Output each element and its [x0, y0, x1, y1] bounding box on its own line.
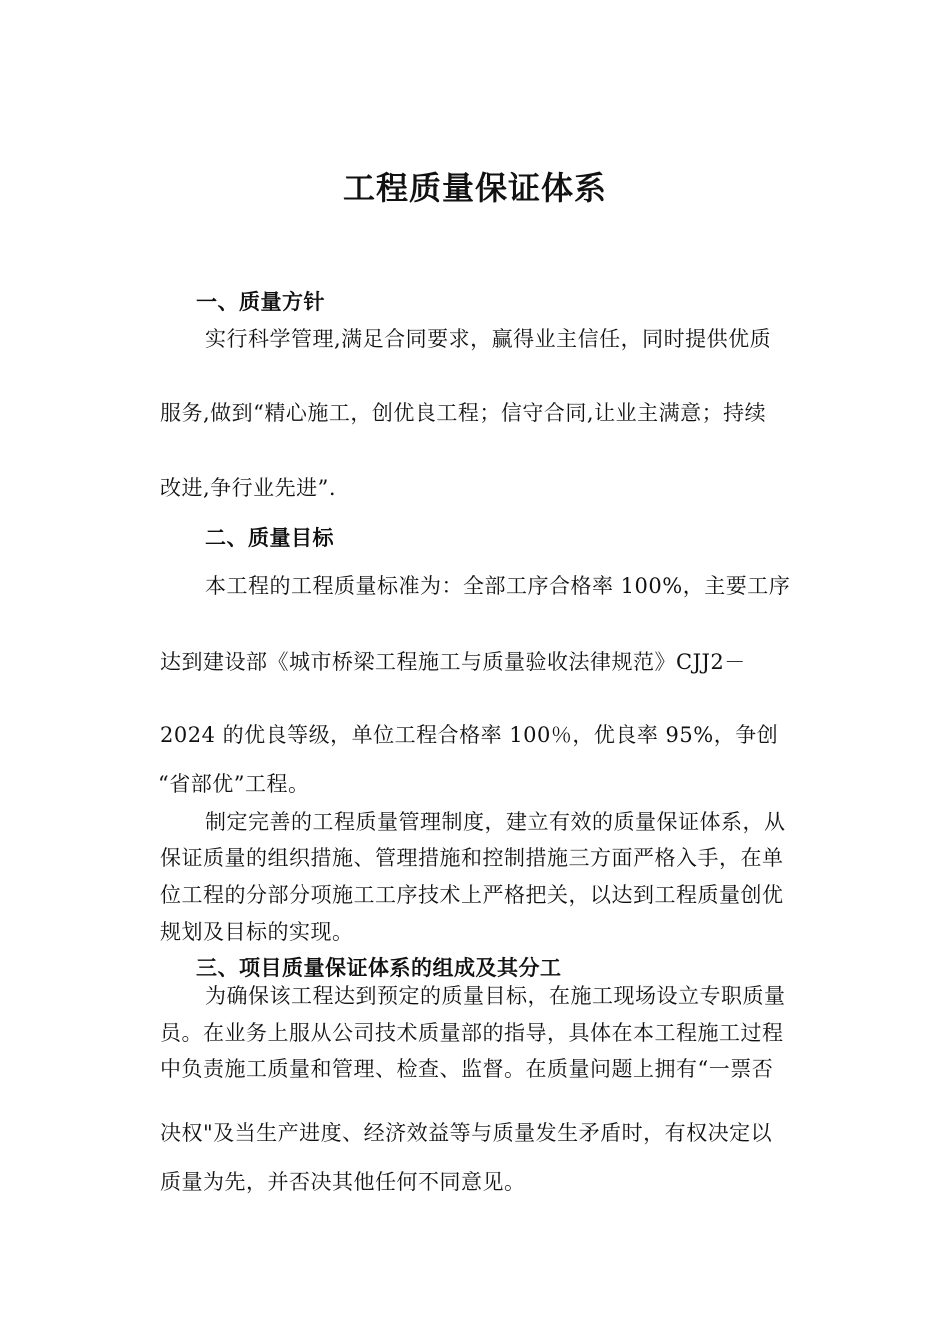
paragraph-line: 2024 的优良等级，单位工程合格率 100％，优良率 95%，争创 — [160, 723, 779, 747]
section-heading-2: 二、质量目标 — [205, 525, 334, 550]
paragraph-line: 员。在业务上服从公司技术质量部的指导，具体在本工程施工过程 — [160, 1021, 784, 1045]
paragraph-line: 保证质量的组织措施、管理措施和控制措施三方面严格入手，在单 — [160, 846, 784, 870]
paragraph-line: 服务,做到“精心施工，创优良工程；信守合同,让业主满意；持续 — [160, 401, 767, 425]
paragraph-line: 实行科学管理,满足合同要求，赢得业主信任，同时提供优质 — [205, 327, 772, 351]
section-heading-1: 一、质量方针 — [196, 289, 325, 314]
paragraph-line: 规划及目标的实现。 — [160, 920, 354, 944]
paragraph-line: “省部优”工程。 — [158, 772, 310, 796]
paragraph-line: 决权"及当生产进度、经济效益等与质量发生矛盾时，有权决定以 — [160, 1121, 773, 1145]
paragraph-line: 质量为先，并否决其他任何不同意见。 — [160, 1170, 526, 1194]
paragraph-line: 位工程的分部分项施工工序技术上严格把关，以达到工程质量创优 — [160, 883, 784, 907]
paragraph-line: 改进,争行业先进”. — [160, 476, 337, 500]
section-heading-3: 三、项目质量保证体系的组成及其分工 — [196, 955, 562, 980]
paragraph-line: 制定完善的工程质量管理制度，建立有效的质量保证体系，从 — [205, 810, 786, 834]
paragraph-line: 为确保该工程达到预定的质量目标，在施工现场设立专职质量 — [205, 984, 786, 1008]
paragraph-line: 达到建设部《城市桥梁工程施工与质量验收法律规范》CJJ2－ — [160, 650, 746, 674]
paragraph-line: 本工程的工程质量标准为：全部工序合格率 100%，主要工序 — [205, 574, 791, 598]
document-title: 工程质量保证体系 — [342, 169, 607, 207]
paragraph-line: 中负责施工质量和管理、检查、监督。在质量问题上拥有“一票否 — [160, 1057, 774, 1081]
